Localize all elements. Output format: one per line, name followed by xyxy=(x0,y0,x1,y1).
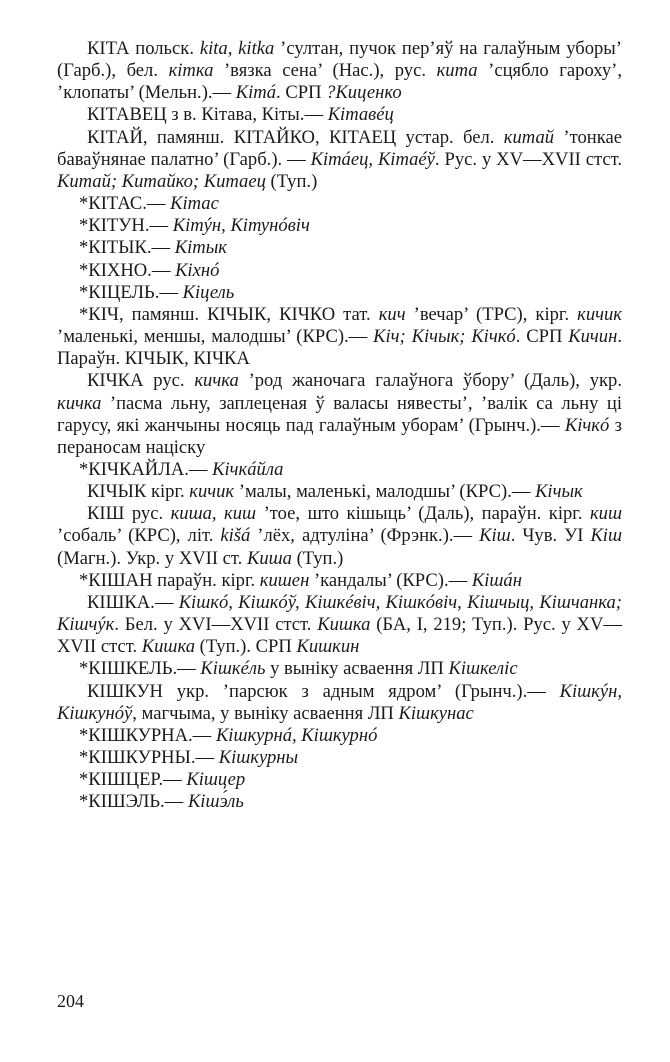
dictionary-entry: КІШКУН укр. ’парсюк з адным ядром’ (Грынч.).— Кішкýн, Кішкунóў, магчыма, у выніку асваення ЛП Кішкунас xyxy=(57,680,622,724)
dictionary-entry: КІТАВЕЦ з в. Кітава, Кіты.— Кітавéц xyxy=(87,104,394,126)
page-number: 204 xyxy=(57,991,84,1011)
dictionary-entry: *КІЧ, памянш. КІЧЫК, КІЧКО тат. кич ’вечар’ (ТРС), кірг. кичик ’маленькі, меншы, малодшы’ (КРС).— Кіч; Кічык; Кічкó. СРП Кичин. Параўн. КІЧЫК, КІЧКА xyxy=(57,303,622,370)
dictionary-entry: *КІШЦЕР.— Кішцер xyxy=(79,769,246,791)
dictionary-entry: *КІШАН параўн. кірг. кишен ’кандалы’ (КРС).— Кішáн xyxy=(79,569,522,591)
dictionary-entry: *КІХНО.— Кіхнó xyxy=(79,259,220,281)
dictionary-entry: *КІШКУРНЫ.— Кішкурны xyxy=(79,747,299,768)
dictionary-entry: КІЧЫК кірг. кичик ’малы, маленькі, малодшы’ (КРС).— Кічык xyxy=(87,481,583,503)
dictionary-entry: КІШ рус. киша, киш ’тое, што кішыць’ (Даль), параўн. кірг. киш ’собаль’ (КРС), літ. kišá ’лёх, адтуліна’ (Фрэнк.).— Кіш. Чув. УІ Кіш (Магн.). Укр. у XVII ст. Киша (Туп.) xyxy=(57,503,623,569)
dictionary-entry: *КІТАС.— Кітас xyxy=(79,193,219,215)
dictionary-entry: *КІЧКАЙЛА.— Кічкáйла xyxy=(79,458,284,480)
dictionary-entry: КІТА польск. kita, kitka ’султан, пучок пер’яў на галаўным уборы’ (Гарб.), бел. кітка ’вязка сена’ (Нас.), рус. кита ’сцябло гароху’, ’клопаты’ (Мельн.).— Кітá. СРП ?Киценко xyxy=(57,38,623,104)
dictionary-entry: *КІТЫК.— Кітык xyxy=(79,237,227,259)
dictionary-entry: *КІШКЕЛЬ.— Кішкéль у выніку асваення ЛП Кішкеліс xyxy=(79,658,518,680)
dictionary-entry: *КІШЭЛЬ.— Кішэ́ль xyxy=(79,791,244,813)
dictionary-entry: *КІЦЕЛЬ.— Кіцель xyxy=(79,281,235,303)
dictionary-entry: КІТАЙ, памянш. КІТАЙКО, КІТАЕЦ устар. бел. китай ’тонкае баваўнянае палатно’ (Гарб.). — Кітáец, Кітаéў. Рус. у XV—XVII стст. Китай; Китайко; Китаец (Туп.) xyxy=(57,126,622,192)
dictionary-entry: *КІТУН.— Кітýн, Кітунóвіч xyxy=(79,215,310,237)
dictionary-entry: *КІШКУРНА.— Кішкурнá, Кішкурнó xyxy=(79,724,378,746)
entry-column xyxy=(57,38,622,813)
dictionary-entry: КІЧКА рус. кичка ’род жаночага галаўнога ўбору’ (Даль), укр. кичка ’пасма льну, заплеценая ў валасы нявесты’, ’валік са льну ці гарусу, які жанчыны носяць пад галаўным уборам’ (Грынч.).— Кічкó з пераносам націску xyxy=(57,370,622,458)
dictionary-entry: КІШКА.— Кішкó, Кішкóў, Кішкéвіч, Кішкóвіч, Кішчыц, Кішчанка; Кішчýк. Бел. у XVI—XVII стст. Кишка (БА, І, 219; Туп.). Рус. у XV—XVII стст. Кишка (Туп.). СРП Кишкин xyxy=(57,591,622,658)
